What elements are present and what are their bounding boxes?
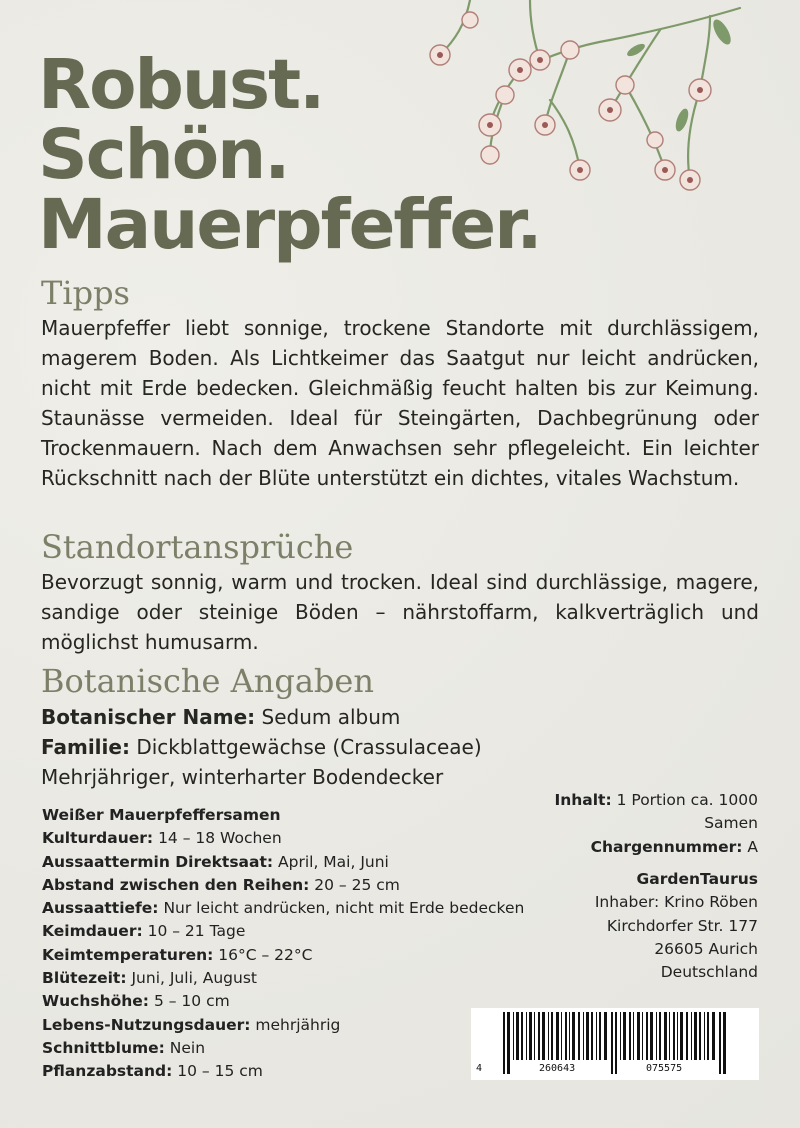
spec-value: 10 – 21 Tage [147,922,246,941]
specs-title [42,804,524,827]
spec-label: Wuchshöhe: [42,992,150,1011]
spec-value: April, Mai, Juni [278,852,389,871]
company-info [595,868,758,984]
spec-row [42,967,524,990]
headline-line-1: Robust. [38,45,324,125]
spec-label: Kulturdauer: [42,829,154,848]
headline-line-2: Schön. [38,115,289,195]
spec-row [42,1060,524,1083]
barcode-digit-first: 4 [476,1063,483,1074]
company-name: GardenTaurus [636,870,758,888]
botanical-family-row [41,732,482,762]
company-country: Deutschland [660,963,758,982]
spec-row [42,1037,524,1060]
botanical-note: Mehrjähriger, winterharter Bodendecker [41,765,444,789]
botanical-name-row [41,702,400,732]
headline [38,45,541,265]
spec-row [42,990,524,1013]
company-city: 26605 Aurich [654,939,758,958]
spec-value: Nur leicht andrücken, nicht mit Erde bedecken [163,899,525,918]
location-text: Bevorzugt sonnig, warm und trocken. Ideal sind durchlässige, magere, sandige oder steinige Böden – nährstoffarm, kalkverträglich und möglichst humusarm. [41,570,759,654]
spec-value: mehrjährig [255,1015,341,1034]
spec-label: Aussaattiefe: [42,899,159,918]
content-value-cont: Samen [704,814,758,833]
location-heading: Standortansprüche [41,528,354,566]
batch-row [554,836,758,859]
spec-value: Nein [169,1038,206,1057]
barcode-bars [471,1008,759,1080]
botanical-name-value: Sedum album [261,705,401,729]
spec-row [42,827,524,850]
barcode-digits-left: 260643 [539,1063,576,1074]
spec-value: 14 – 18 Wochen [158,829,282,848]
spec-label: Keimdauer: [42,922,143,941]
content-value: 1 Portion ca. 1000 [616,791,758,809]
spec-label: Aussaattermin Direktsaat: [42,852,274,871]
spec-row [42,944,524,967]
spec-row [42,1014,524,1037]
tips-text: Mauerpfeffer liebt sonnige, trockene Standorte mit durchlässigem, magerem Boden. Als Lichtkeimer das Saatgut nur leicht andrücken, nicht mit Erde bedecken. Gleichmäßig feucht halten bis zur Keimung. Staunässe vermeiden. Ideal für Steingärten, Dachbegrünung oder Trockenmauern. Nach dem Anwachsen sehr pflegeleicht. Ein leichter Rückschnitt nach der Blüte unterstützt ein dichtes, vitales Wachstum. [41,316,759,490]
spec-value: Juni, Juli, August [131,969,257,988]
tips-heading: Tipps [41,274,130,312]
spec-row [42,851,524,874]
barcode [471,1008,759,1080]
headline-line-3: Mauerpfeffer. [38,185,541,265]
spec-label: Pflanzabstand: [42,1062,173,1081]
spec-row [42,874,524,897]
spec-label: Schnittblume: [42,1038,165,1057]
company-owner: Inhaber: Krino Röben [594,893,758,912]
spec-row [42,897,524,920]
specs-title-text: Weißer Mauerpfeffersamen [42,806,281,824]
product-info [554,789,758,859]
company-street: Kirchdorfer Str. 177 [606,916,758,935]
specs-list [42,804,524,1084]
spec-value: 10 – 15 cm [177,1062,263,1081]
botanical-family-value: Dickblattgewächse (Crassulaceae) [136,735,482,759]
spec-value: 20 – 25 cm [314,875,400,894]
botanical-name-label: Botanischer Name: [41,705,256,729]
spec-value: 5 – 10 cm [153,992,230,1011]
spec-label: Lebens-Nutzungsdauer: [42,1015,251,1034]
spec-value: 16°C – 22°C [218,945,313,964]
batch-value: A [747,837,758,856]
botanical-family-label: Familie: [41,735,130,759]
batch-label: Chargennummer: [590,837,743,856]
content-label: Inhalt: [554,791,612,809]
spec-label: Blütezeit: [42,969,127,988]
spec-label: Keimtemperaturen: [42,945,214,964]
spec-label: Abstand zwischen den Reihen: [42,875,310,894]
barcode-digits-right: 075575 [646,1063,683,1074]
content-row [554,789,758,812]
botanical-heading: Botanische Angaben [41,662,374,700]
spec-row [42,920,524,943]
